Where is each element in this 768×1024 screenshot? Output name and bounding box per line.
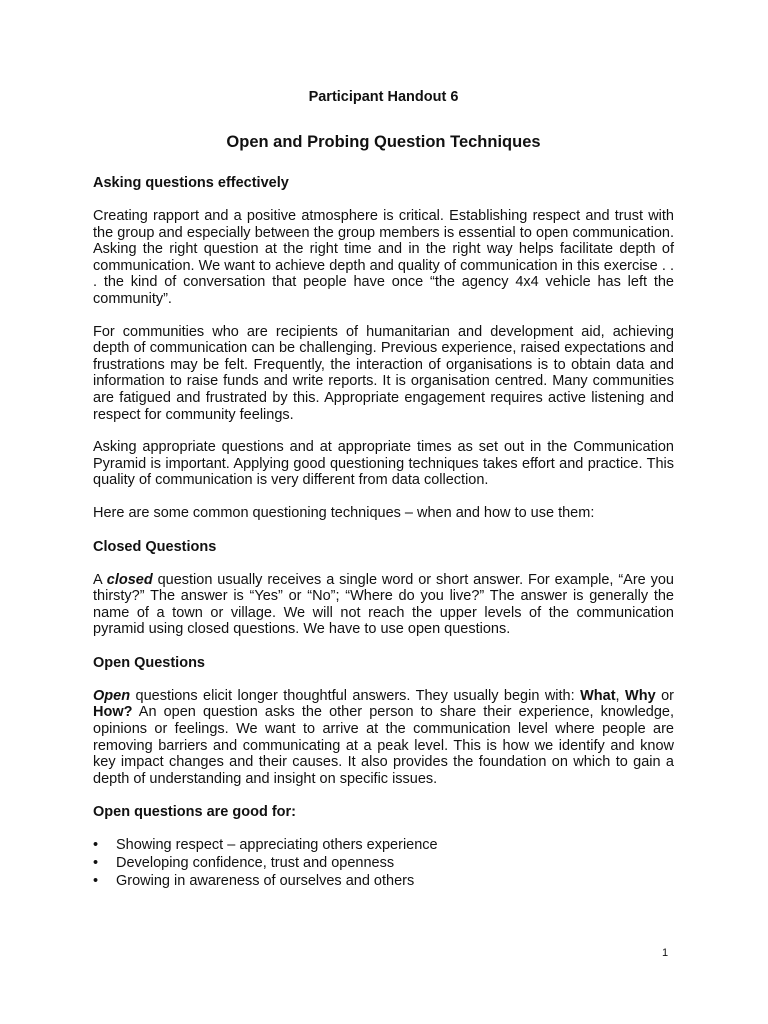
handout-label: Participant Handout 6	[308, 89, 459, 105]
list-item-text: Developing confidence, trust and openness	[116, 855, 395, 872]
open-body-1: questions elicit longer thoughtful answers. They usually begin with:	[130, 687, 581, 704]
closed-body: question usually receives a single word or short answer. For example, “Are you thirsty?” The answer is “Yes” or “No”; “Where do you live?” The answer is generally the name of a town or village. We will not reach the upper levels of the communication pyramid using closed questions. We have to use open questions.	[93, 571, 675, 638]
section-heading-closed: Closed Questions	[93, 538, 217, 555]
paragraph-pyramid: Asking appropriate questions and at appropriate times as set out in the Communication Pyramid is important. Applying good questioning techniques takes effort and practice. This quality of communication is very different from data collection.	[93, 439, 674, 489]
list-item	[93, 873, 674, 891]
paragraph-rapport-text: Creating rapport and a positive atmosphere is critical. Establishing respect and trust with the group and especially between the group members is essential to open communication. Asking the right question at the right time and in the right way helps facilitate depth of communication. We want to achieve depth and quality of communication in this exercise . . . the kind of conversation that people have once	[93, 208, 674, 291]
good-for-list	[93, 837, 674, 890]
document-page	[93, 80, 674, 890]
bullet-icon: •	[93, 872, 99, 889]
open-or: or	[655, 687, 674, 704]
paragraph-rapport-quote: “the agency 4x4 vehicle has left the community”.	[93, 274, 674, 307]
list-item	[93, 837, 674, 855]
open-what: What	[580, 687, 616, 704]
section-heading-open: Open Questions	[93, 654, 205, 671]
paragraph-techniques-intro: Here are some common questioning techniques – when and how to use them:	[93, 504, 595, 521]
closed-term: closed	[106, 571, 153, 588]
paragraph-communities: For communities who are recipients of humanitarian and development aid, achieving depth of communication can be challenging. Previous experience, raised expectations and frustrations may be felt. Frequently, the interaction of organisations is to obtain data and information to raise funds and write reports. It is organisation centred. Many communities are fatigued and frustrated by this. Appropriate engagement requires active listening and respect for community feelings.	[93, 323, 674, 423]
paragraph-closed	[93, 572, 674, 638]
bullet-icon: •	[93, 837, 99, 854]
page-number: 1	[662, 947, 669, 959]
paragraph-open	[93, 688, 674, 788]
paragraph-rapport	[93, 208, 674, 308]
document-title: Open and Probing Question Techniques	[226, 133, 541, 151]
open-term: Open	[93, 687, 131, 704]
list-item	[93, 855, 674, 873]
closed-lead: A	[93, 571, 107, 588]
section-heading-good-for: Open questions are good for:	[93, 804, 297, 821]
open-how: How?	[93, 704, 133, 721]
list-item-text: Showing respect – appreciating others experience	[116, 837, 438, 854]
open-body-2: An open question asks the other person to share their experience, knowledge, opinions or feelings. We want to arrive at the communication level where people are removing barriers and communicating at a peak level. This is how we identify and know key impact changes and their causes. It also provides the foundation on which to gain a depth of understanding and insight on specific issues.	[93, 704, 674, 787]
open-why: Why	[625, 687, 656, 704]
bullet-icon: •	[93, 855, 99, 872]
section-heading-asking: Asking questions effectively	[93, 175, 289, 191]
open-comma: ,	[615, 687, 626, 704]
list-item-text: Growing in awareness of ourselves and others	[116, 872, 415, 889]
